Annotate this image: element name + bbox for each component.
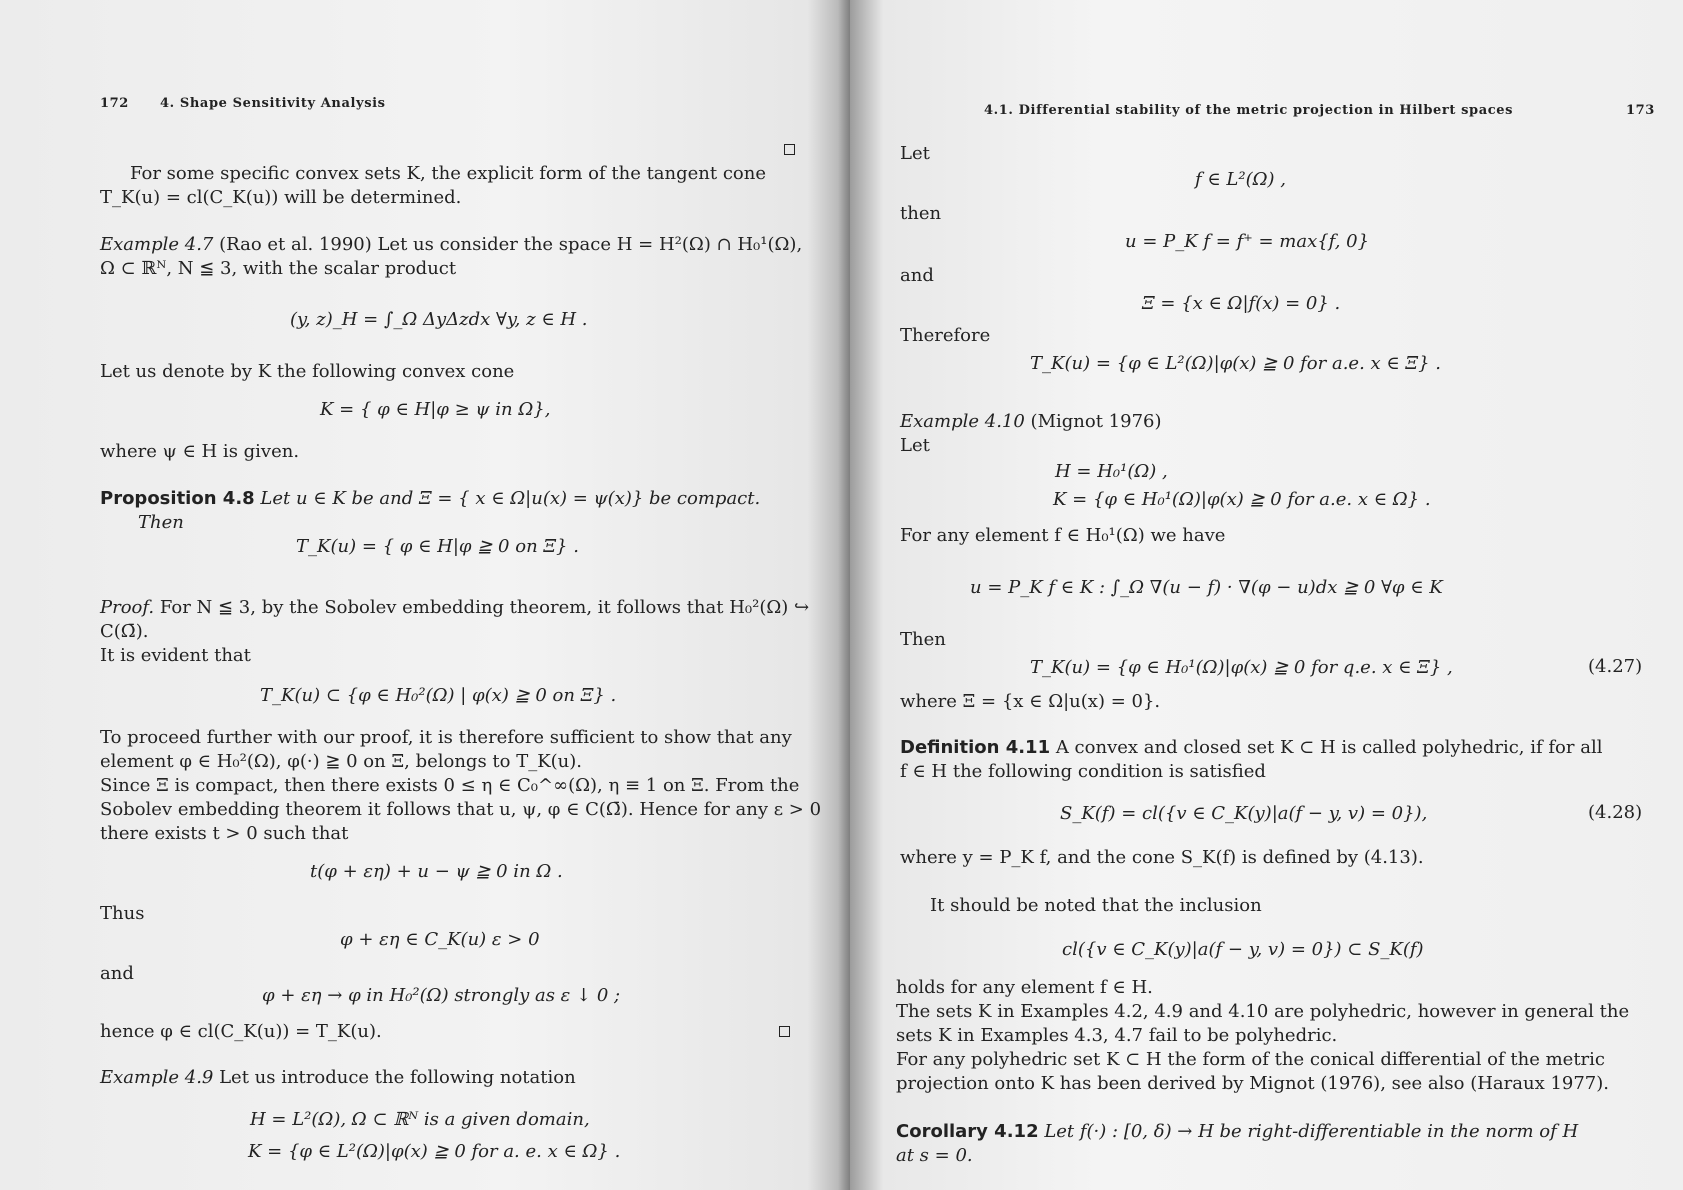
thus-word: Thus	[100, 903, 145, 924]
equation-K-4-10: K = {φ ∈ H₀¹(Ω)|φ(x) ≧ 0 for a.e. x ∈ Ω} .	[1053, 489, 1431, 510]
corollary-4-12-text: Let f(·) : [0, δ) → H be right-differentiable in the norm of H	[1038, 1121, 1579, 1142]
example-4-10-text: (Mignot 1976)	[1024, 411, 1162, 432]
equation-H-L2: H = L²(Ω), Ω ⊂ ℝᴺ is a given domain,	[250, 1109, 590, 1130]
where-psi-line: where ψ ∈ H is given.	[100, 441, 300, 462]
definition-4-11	[900, 736, 1602, 760]
noted-line: It should be noted that the inclusion	[930, 895, 1262, 916]
right-running-head: 4.1. Differential stability of the metric projection in Hilbert spaces	[984, 103, 1514, 118]
proceed-line2: element φ ∈ H₀²(Ω), φ(·) ≧ 0 on Ξ, belongs to T_K(u).	[100, 751, 583, 772]
where-y-line: where y = P_K f, and the cone S_K(f) is defined by (4.13).	[900, 847, 1424, 868]
corollary-4-12-line2: at s = 0.	[896, 1145, 973, 1166]
definition-4-11-label: Definition 4.11	[900, 737, 1051, 758]
left-running-head: 4. Shape Sensitivity Analysis	[160, 96, 386, 111]
equation-4-27: T_K(u) = {φ ∈ H₀¹(Ω)|φ(x) ≧ 0 for q.e. x ∈ Ξ} ,	[1030, 657, 1453, 678]
example-4-9	[100, 1066, 576, 1090]
proposition-4-8-text: Let u ∈ K be and Ξ = { x ∈ Ω|u(x) = ψ(x)} be compact.	[254, 488, 761, 509]
equation-tangent-cone-L2: T_K(u) = {φ ∈ L²(Ω)|φ(x) ≧ 0 for a.e. x ∈ Ξ} .	[1030, 353, 1441, 374]
sets-line2: sets K in Examples 4.3, 4.7 fail to be polyhedric.	[896, 1025, 1338, 1046]
equation-inclusion: cl({v ∈ C_K(y)|a(f − y, v) = 0}) ⊂ S_K(f)	[1062, 939, 1424, 960]
equation-f-L2: f ∈ L²(Ω) ,	[1195, 169, 1287, 190]
equation-strong-convergence: φ + εη → φ in H₀²(Ω) strongly as ε ↓ 0 ;	[262, 985, 621, 1006]
equation-K-4-9: K = {φ ∈ L²(Ω)|φ(x) ≧ 0 for a. e. x ∈ Ω} .	[248, 1141, 621, 1162]
example-4-7-label: Example 4.7	[100, 234, 214, 255]
let-word-1: Let	[900, 143, 930, 164]
example-4-7	[100, 233, 802, 257]
definition-4-11-text: A convex and closed set K ⊂ H is called polyhedric, if for all	[1050, 737, 1603, 758]
proof-text: For N ≦ 3, by the Sobolev embedding theorem, it follows that H₀²(Ω) ↪	[154, 597, 810, 618]
example-4-10-label: Example 4.10	[900, 411, 1025, 432]
holds-line: holds for any element f ∈ H.	[896, 977, 1153, 998]
since-line2: Sobolev embedding theorem it follows that u, ψ, φ ∈ C(Ω̄). Hence for any ε > 0	[100, 799, 822, 820]
then-word-1: then	[900, 203, 942, 224]
equation-number-4-28: (4.28)	[1588, 802, 1643, 823]
polyhedric-line1: For any polyhedric set K ⊂ H the form of the conical differential of the metric	[896, 1049, 1605, 1070]
proof-line1	[100, 596, 809, 620]
example-4-7-text: (Rao et al. 1990) Let us consider the space H = H²(Ω) ∩ H₀¹(Ω),	[213, 234, 803, 255]
left-page-number: 172	[100, 96, 129, 111]
therefore-word: Therefore	[900, 325, 991, 346]
example-4-9-text: Let us introduce the following notation	[213, 1067, 576, 1088]
equation-variational-inequality: u = P_K f ∈ K : ∫_Ω ∇(u − f) · ∇(φ − u)dx ≧ 0 ∀φ ∈ K	[970, 577, 1443, 598]
proposition-4-8-then: Then	[138, 512, 184, 533]
equation-projection-u: u = P_K f = f⁺ = max{f, 0}	[1125, 231, 1370, 252]
sets-line1: The sets K in Examples 4.2, 4.9 and 4.10 are polyhedric, however in general the	[896, 1001, 1630, 1022]
polyhedric-line2: projection onto K has been derived by Mignot (1976), see also (Haraux 1977).	[896, 1073, 1609, 1094]
proof-label: Proof.	[100, 597, 155, 618]
proof-line2: C(Ω̄).	[100, 621, 149, 642]
where-Xi-line: where Ξ = {x ∈ Ω|u(x) = 0}.	[900, 691, 1161, 712]
hence-line: hence φ ∈ cl(C_K(u)) = T_K(u).	[100, 1021, 382, 1042]
para-convex-sets-line1: For some specific convex sets K, the explicit form of the tangent cone	[130, 163, 767, 184]
proceed-line1: To proceed further with our proof, it is therefore sufficient to show that any	[100, 727, 792, 748]
equation-cone-K: K = { φ ∈ H|φ ≥ ψ in Ω},	[320, 399, 551, 420]
since-line1: Since Ξ is compact, then there exists 0 ≤ η ∈ C₀^∞(Ω), η ≡ 1 on Ξ. From the	[100, 775, 800, 796]
equation-thus: φ + εη ∈ C_K(u) ε > 0	[340, 929, 540, 950]
equation-tangent-cone-1: T_K(u) = { φ ∈ H|φ ≧ 0 on Ξ} .	[296, 536, 579, 557]
para-convex-sets-line2: T_K(u) = cl(C_K(u)) will be determined.	[100, 187, 462, 208]
then-word-2: Then	[900, 629, 946, 650]
corollary-4-12	[896, 1120, 1578, 1144]
let-word-2: Let	[900, 435, 930, 456]
corollary-4-12-label: Corollary 4.12	[896, 1121, 1039, 1142]
equation-t-inequality: t(φ + εη) + u − ψ ≧ 0 in Ω .	[310, 861, 563, 882]
any-element-line: For any element f ∈ H₀¹(Ω) we have	[900, 525, 1226, 546]
right-page-number: 173	[1626, 103, 1655, 118]
proposition-4-8-label: Proposition 4.8	[100, 488, 255, 509]
equation-number-4-27: (4.27)	[1588, 656, 1643, 677]
and-word-right: and	[900, 265, 934, 286]
example-4-10	[900, 410, 1162, 434]
evident-line: It is evident that	[100, 645, 251, 666]
and-word: and	[100, 963, 134, 984]
denote-cone-line: Let us denote by K the following convex cone	[100, 361, 515, 382]
right-page	[850, 0, 1683, 1190]
equation-scalar-product: (y, z)_H = ∫_Ω ΔyΔzdx ∀y, z ∈ H .	[290, 309, 588, 330]
equation-tangent-cone-2: T_K(u) ⊂ {φ ∈ H₀²(Ω) | φ(x) ≧ 0 on Ξ} .	[260, 685, 617, 706]
equation-Xi: Ξ = {x ∈ Ω|f(x) = 0} .	[1142, 293, 1341, 314]
equation-H-H01: H = H₀¹(Ω) ,	[1055, 461, 1168, 482]
qed-box-top	[784, 144, 795, 155]
proposition-4-8	[100, 487, 760, 511]
equation-4-28: S_K(f) = cl({v ∈ C_K(y)|a(f − y, v) = 0}),	[1060, 803, 1428, 824]
example-4-7-line2: Ω ⊂ ℝᴺ, N ≦ 3, with the scalar product	[100, 258, 457, 279]
example-4-9-label: Example 4.9	[100, 1067, 214, 1088]
since-line3: there exists t > 0 such that	[100, 823, 349, 844]
definition-4-11-line2: f ∈ H the following condition is satisfied	[900, 761, 1266, 782]
qed-box-bottom	[779, 1026, 790, 1037]
